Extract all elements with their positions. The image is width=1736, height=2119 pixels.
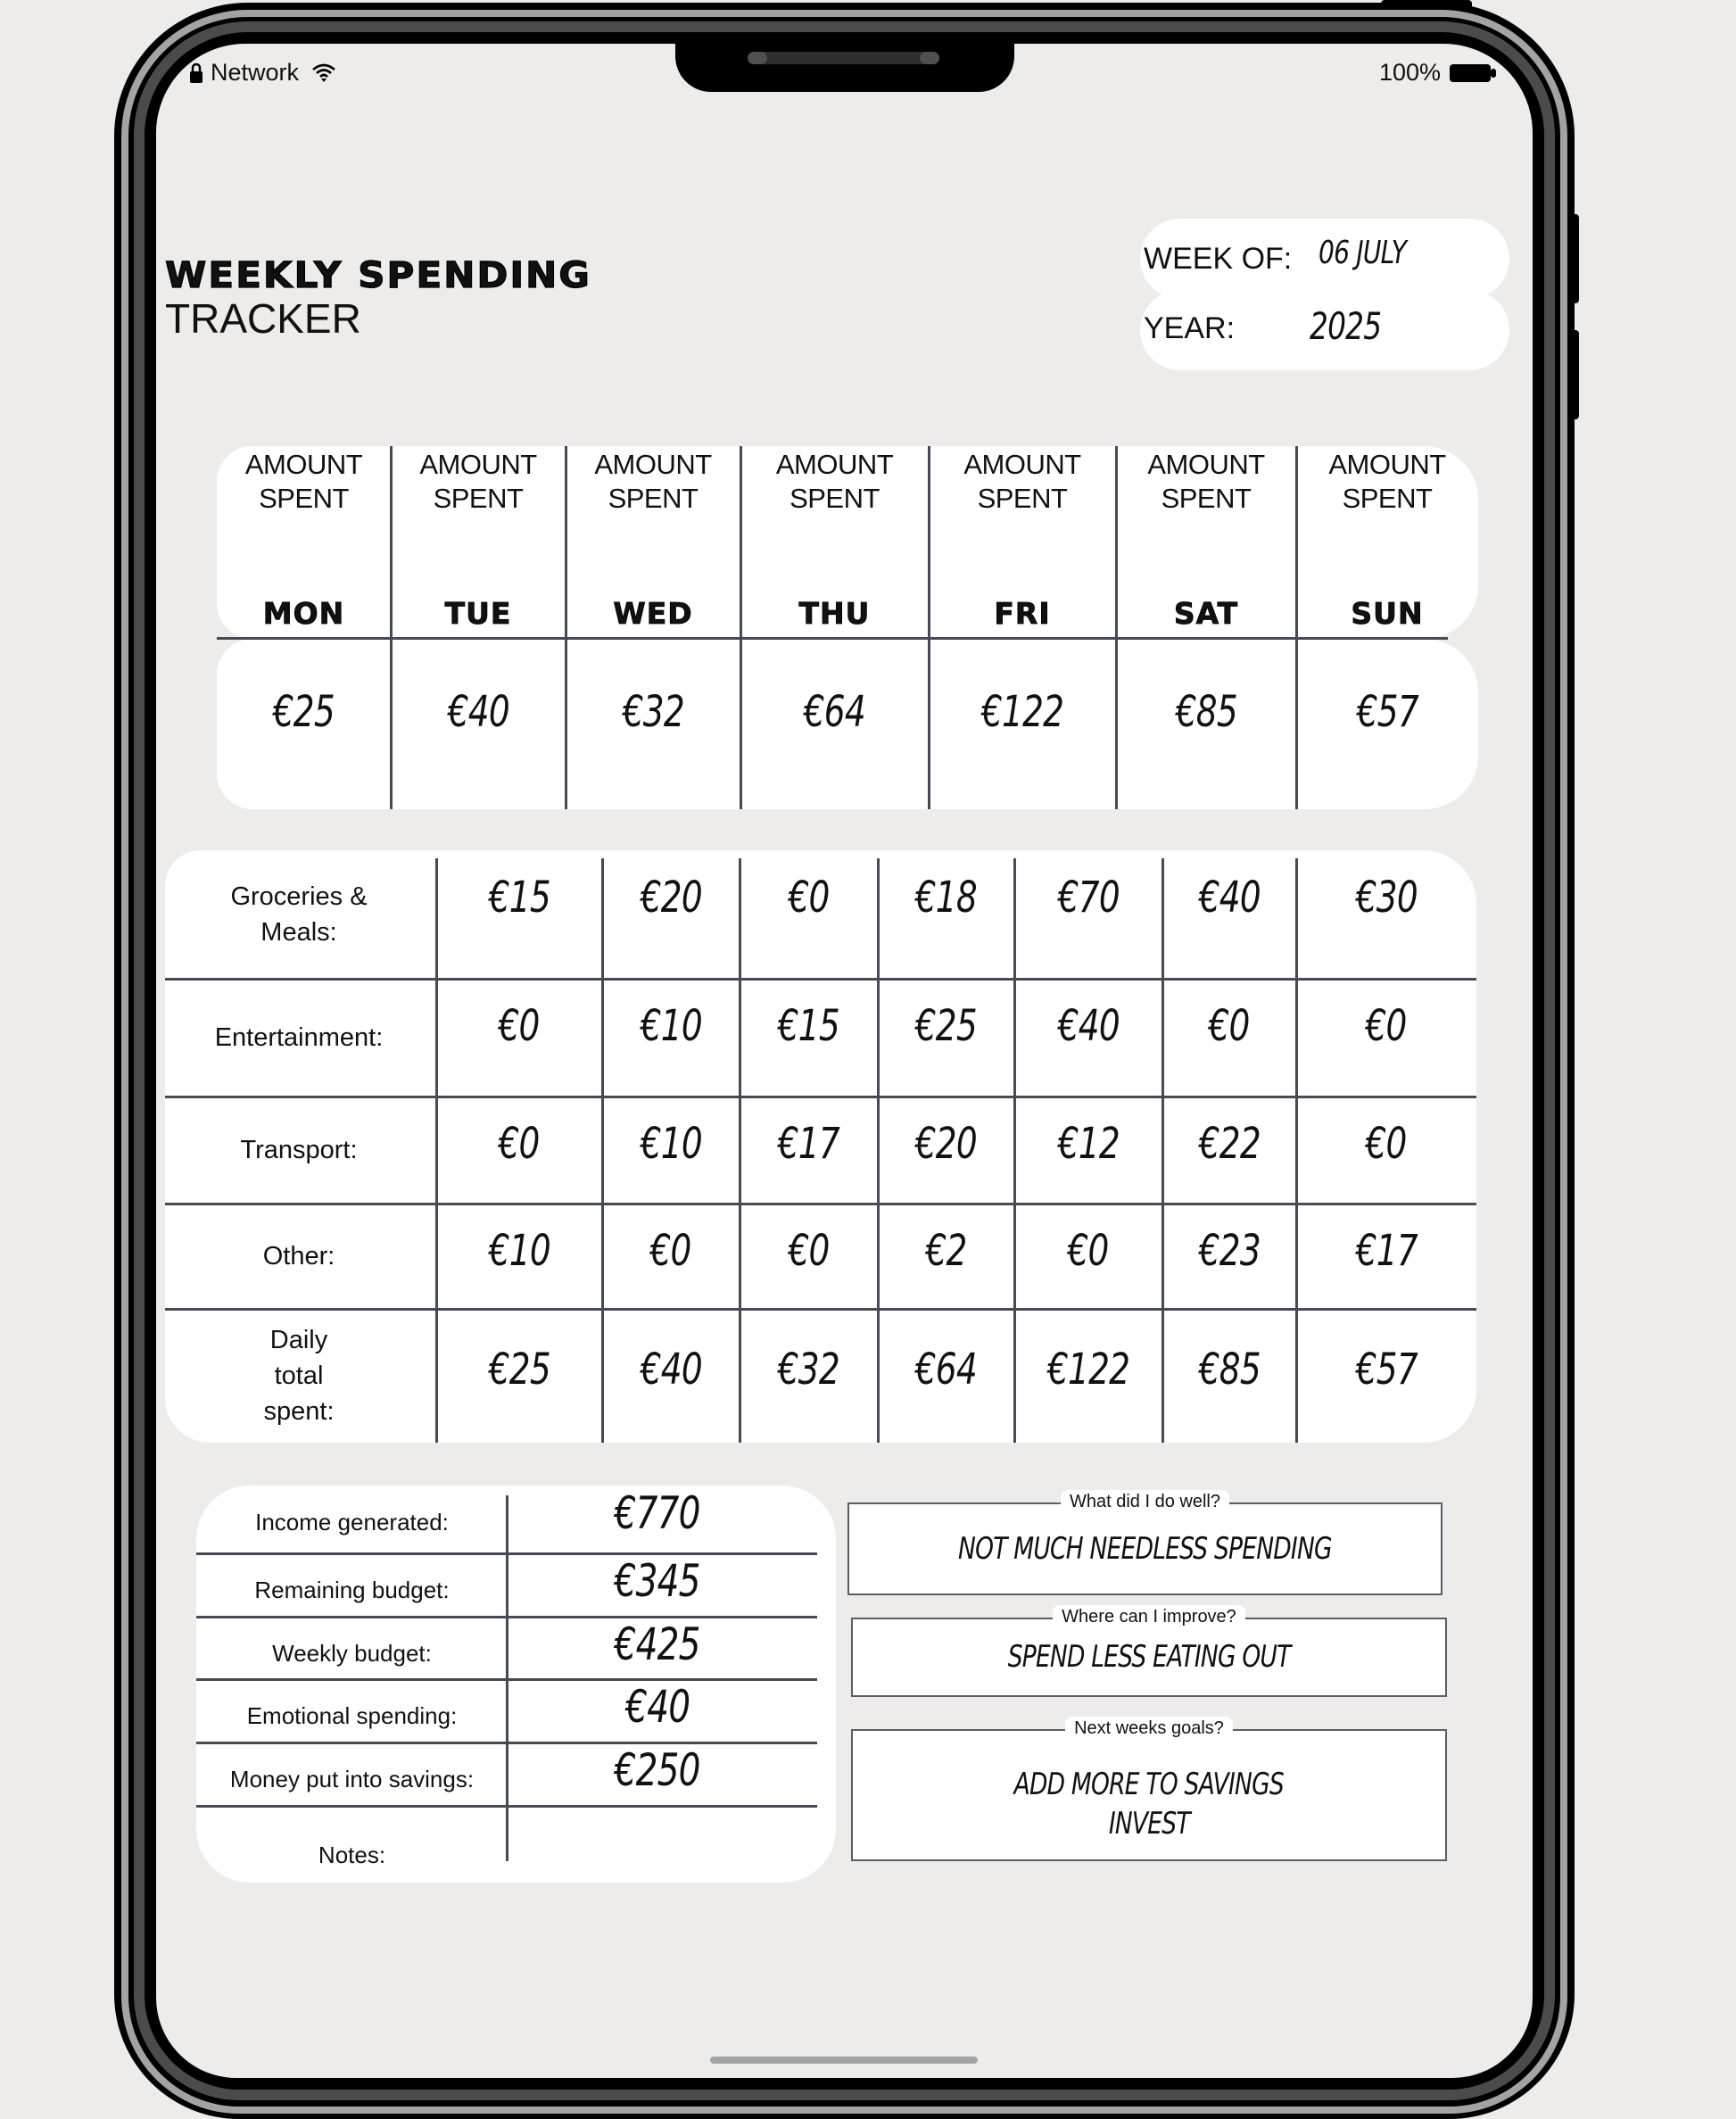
category-amount-cell[interactable]: [602, 1119, 740, 1169]
category-label: [165, 1322, 433, 1429]
category-amount-value: €15: [488, 873, 550, 923]
category-amount-cell[interactable]: [602, 1226, 740, 1276]
speaker-grille: [748, 52, 939, 64]
day-name: MON: [262, 596, 345, 631]
category-amount-cell[interactable]: [1014, 1001, 1162, 1051]
category-label-line: Other:: [262, 1242, 335, 1271]
day-column-mon: [217, 448, 391, 631]
summary-value: €425: [614, 1618, 701, 1670]
reflection-box[interactable]: [851, 1718, 1447, 1861]
category-amount-value: €0: [1365, 1001, 1408, 1051]
day-name: THU: [798, 596, 871, 631]
amount-spent-header: AMOUNT: [1147, 449, 1265, 480]
category-amount-value: €70: [1057, 873, 1120, 923]
lock-icon: [189, 62, 203, 84]
summary-label: Weekly budget:: [272, 1640, 432, 1667]
day-amount-cell[interactable]: [1296, 687, 1478, 737]
category-amount-value: €12: [1057, 1119, 1120, 1169]
category-amount-value: €40: [1057, 1001, 1120, 1051]
day-column-sun: [1296, 448, 1478, 631]
day-amount-value: €40: [447, 687, 509, 737]
battery-icon: [1448, 62, 1498, 84]
year-label: YEAR:: [1144, 311, 1236, 345]
category-label-line: Groceries &: [230, 882, 368, 911]
category-amount-cell[interactable]: [436, 873, 602, 923]
day-amount-value: €64: [803, 687, 866, 737]
category-amount-cell[interactable]: [740, 1001, 878, 1051]
day-column-thu: [740, 448, 929, 631]
day-amount-value: €32: [622, 687, 684, 737]
day-name: SAT: [1173, 596, 1239, 631]
category-amount-cell[interactable]: [1162, 1226, 1296, 1276]
summary-value-cell[interactable]: [506, 1618, 809, 1670]
category-amount-value: €10: [640, 1001, 702, 1051]
day-column-fri: [929, 448, 1116, 631]
day-column-sat: [1116, 448, 1296, 631]
summary-label: Remaining budget:: [254, 1577, 450, 1603]
category-amount-value: €0: [649, 1226, 692, 1276]
summary-label: Notes:: [318, 1842, 386, 1868]
wifi-icon: [311, 63, 336, 83]
category-label-line: Transport:: [240, 1136, 358, 1164]
amount-spent-header: AMOUNT: [419, 449, 537, 480]
category-amount-value: €25: [488, 1345, 550, 1395]
year-value: 2025: [1310, 304, 1382, 348]
summary-label: Money put into savings:: [229, 1766, 475, 1792]
category-amount-cell[interactable]: [878, 1001, 1014, 1051]
amount-spent-header: SPENT: [608, 483, 699, 514]
category-amount-value: €122: [1046, 1345, 1130, 1395]
grid-divider: [217, 637, 1448, 640]
category-amount-value: €15: [777, 1001, 840, 1051]
summary-value: €250: [614, 1744, 701, 1796]
summary-label: Emotional spending:: [246, 1702, 458, 1729]
category-amount-cell[interactable]: [1014, 1119, 1162, 1169]
day-name: WED: [613, 596, 693, 631]
page-title: WEEKLY SPENDING: [165, 255, 591, 296]
category-amount-value: €0: [1067, 1226, 1110, 1276]
network-label: Network: [211, 59, 300, 86]
day-name: FRI: [994, 596, 1051, 631]
category-amount-value: €64: [914, 1345, 978, 1395]
summary-value-cell[interactable]: [506, 1555, 809, 1607]
category-amount-cell[interactable]: [1162, 873, 1296, 923]
day-amount-cell[interactable]: [566, 687, 740, 737]
category-amount-value: €18: [914, 873, 978, 923]
summary-value-cell[interactable]: [506, 1808, 809, 1859]
summary-value: €40: [624, 1681, 690, 1733]
category-amount-value: €0: [788, 1226, 830, 1276]
day-amount-cell[interactable]: [391, 687, 566, 737]
category-label-line: Daily: [269, 1326, 328, 1354]
category-amount-value: €40: [1198, 873, 1261, 923]
day-amount-cell[interactable]: [1116, 687, 1296, 737]
summary-label: Income generated:: [255, 1509, 449, 1535]
category-amount-cell[interactable]: [1162, 1345, 1296, 1395]
category-amount-cell[interactable]: [878, 873, 1014, 923]
category-amount-value: €10: [640, 1119, 702, 1169]
category-amount-cell[interactable]: [1162, 1119, 1296, 1169]
day-column-wed: [566, 448, 740, 631]
category-amount-value: €57: [1355, 1345, 1418, 1395]
category-amount-value: €23: [1198, 1226, 1261, 1276]
category-amount-cell[interactable]: [878, 1119, 1014, 1169]
category-amount-cell[interactable]: [602, 1001, 740, 1051]
category-amount-cell[interactable]: [436, 1001, 602, 1051]
category-amount-value: €10: [488, 1226, 550, 1276]
amount-spent-header: SPENT: [1342, 483, 1433, 514]
week-of-field[interactable]: [1140, 219, 1509, 299]
amount-spent-header: SPENT: [259, 483, 349, 514]
week-of-label: WEEK OF:: [1144, 242, 1293, 276]
category-label: [165, 1020, 433, 1055]
category-amount-cell[interactable]: [436, 1345, 602, 1395]
category-amount-value: €0: [1208, 1001, 1251, 1051]
reflection-question: Where can I improve?: [1053, 1605, 1245, 1628]
category-amount-value: €32: [777, 1345, 840, 1395]
category-amount-value: €0: [1365, 1119, 1408, 1169]
category-amount-cell[interactable]: [1296, 873, 1476, 923]
reflection-answer: NOT MUCH NEEDLESS SPENDING: [958, 1531, 1332, 1567]
amount-spent-header: SPENT: [1161, 483, 1252, 514]
category-amount-cell[interactable]: [740, 873, 878, 923]
grid-divider: [165, 1203, 1476, 1205]
reflection-answer: SPEND LESS EATING OUT: [1007, 1639, 1291, 1675]
category-amount-value: €25: [914, 1001, 978, 1051]
category-amount-cell[interactable]: [436, 1119, 602, 1169]
category-label: [165, 1238, 433, 1274]
week-of-value: 06 JULY: [1319, 235, 1407, 271]
status-left: [189, 59, 336, 87]
summary-value: €770: [614, 1487, 701, 1539]
category-amount-value: €2: [925, 1226, 967, 1276]
category-amount-cell[interactable]: [1014, 873, 1162, 923]
amount-spent-header: SPENT: [433, 483, 524, 514]
category-amount-value: €85: [1198, 1345, 1261, 1395]
category-label-line: Entertainment:: [214, 1023, 384, 1052]
day-amount-cell[interactable]: [217, 687, 391, 737]
summary-value-cell[interactable]: [506, 1681, 809, 1733]
home-indicator[interactable]: [710, 2057, 978, 2064]
summary-value-cell[interactable]: [506, 1487, 809, 1539]
day-amount-value: €57: [1356, 687, 1418, 737]
category-amount-value: €30: [1355, 873, 1418, 923]
category-amount-cell[interactable]: [1014, 1345, 1162, 1395]
reflection-question: What did I do well?: [1061, 1490, 1229, 1513]
category-amount-cell[interactable]: [1296, 1001, 1476, 1051]
category-label: [165, 879, 433, 950]
reflection-answer: ADD MORE TO SAVINGS: [1013, 1767, 1285, 1802]
amount-spent-header: AMOUNT: [244, 449, 363, 480]
page-subtitle: TRACKER: [165, 295, 361, 342]
amount-spent-header: AMOUNT: [775, 449, 894, 480]
reflection-answer: INVEST: [1108, 1806, 1190, 1842]
day-amount-value: €122: [980, 687, 1064, 737]
grid-divider: [165, 1308, 1476, 1311]
amount-spent-header: SPENT: [789, 483, 880, 514]
reflection-question: Next weeks goals?: [1065, 1717, 1233, 1740]
category-amount-cell[interactable]: [1296, 1226, 1476, 1276]
amount-spent-header: AMOUNT: [963, 449, 1081, 480]
day-amount-cell[interactable]: [929, 687, 1116, 737]
category-amount-value: €17: [777, 1119, 840, 1169]
day-name: TUE: [444, 596, 512, 631]
category-amount-value: €20: [914, 1119, 978, 1169]
grid-divider: [165, 1096, 1476, 1098]
category-label-line: Meals:: [260, 918, 337, 947]
day-column-tue: [391, 448, 566, 631]
grid-divider: [165, 978, 1476, 981]
category-amount-cell[interactable]: [602, 873, 740, 923]
category-label-line: spent:: [263, 1397, 335, 1426]
category-amount-value: €17: [1355, 1226, 1418, 1276]
category-amount-cell[interactable]: [878, 1345, 1014, 1395]
year-field[interactable]: [1140, 290, 1509, 370]
reflection-box[interactable]: [847, 1492, 1443, 1595]
category-amount-cell[interactable]: [1014, 1226, 1162, 1276]
category-amount-value: €40: [640, 1345, 702, 1395]
day-amount-cell[interactable]: [740, 687, 929, 737]
status-right: [1379, 59, 1498, 87]
category-amount-value: €0: [498, 1119, 541, 1169]
reflection-box[interactable]: [851, 1607, 1447, 1697]
category-amount-cell[interactable]: [740, 1226, 878, 1276]
day-name: SUN: [1351, 596, 1424, 631]
summary-value: €345: [614, 1555, 701, 1607]
category-label-line: total: [274, 1362, 324, 1390]
category-amount-cell[interactable]: [436, 1226, 602, 1276]
amount-spent-header: SPENT: [977, 483, 1068, 514]
summary-value-cell[interactable]: [506, 1744, 809, 1796]
category-amount-cell[interactable]: [878, 1226, 1014, 1276]
category-amount-value: €22: [1198, 1119, 1261, 1169]
category-amount-cell[interactable]: [740, 1119, 878, 1169]
category-amount-cell[interactable]: [1162, 1001, 1296, 1051]
battery-percent: 100%: [1379, 59, 1442, 86]
category-amount-cell[interactable]: [740, 1345, 878, 1395]
category-amount-value: €20: [640, 873, 702, 923]
category-amount-cell[interactable]: [602, 1345, 740, 1395]
amount-spent-header: AMOUNT: [594, 449, 712, 480]
category-label: [165, 1132, 433, 1168]
category-amount-cell[interactable]: [1296, 1119, 1476, 1169]
category-amount-value: €0: [788, 873, 830, 923]
category-amount-cell[interactable]: [1296, 1345, 1476, 1395]
day-amount-value: €85: [1175, 687, 1237, 737]
day-amount-value: €25: [272, 687, 335, 737]
category-amount-value: €0: [498, 1001, 541, 1051]
amount-spent-header: AMOUNT: [1328, 449, 1446, 480]
